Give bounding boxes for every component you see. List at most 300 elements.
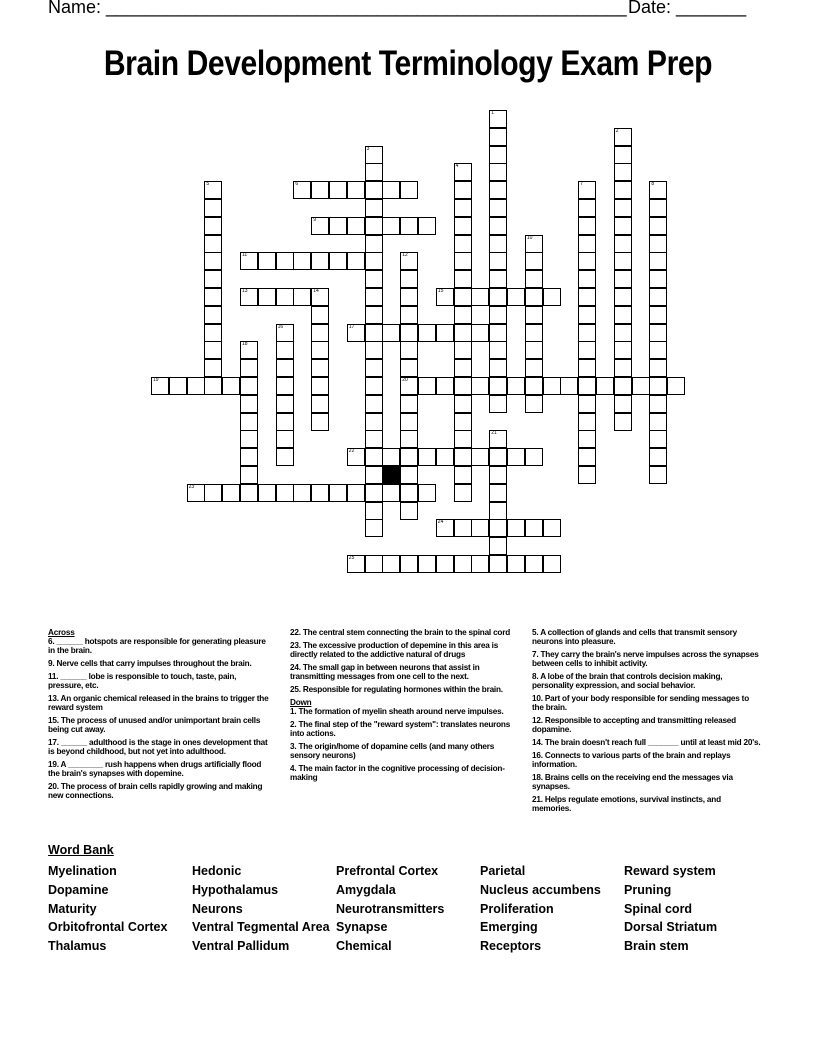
grid-cell[interactable]	[489, 377, 507, 395]
clue-item: 6. ______ hotspots are responsible for generating pleasure in the brain.	[48, 637, 266, 655]
grid-cell[interactable]	[614, 217, 632, 235]
grid-cell[interactable]	[151, 377, 169, 395]
grid-cell[interactable]	[276, 484, 294, 502]
grid-cell[interactable]	[454, 306, 472, 324]
grid-cell[interactable]	[436, 288, 454, 306]
grid-cell[interactable]	[578, 217, 596, 235]
grid-cell[interactable]	[365, 466, 383, 484]
grid-cell[interactable]	[614, 163, 632, 181]
grid-cell[interactable]	[204, 217, 222, 235]
word-bank-entry: Neurons	[192, 901, 243, 916]
grid-cell[interactable]	[311, 413, 329, 431]
grid-cell[interactable]	[347, 181, 365, 199]
grid-cell[interactable]	[649, 430, 667, 448]
grid-cell[interactable]	[347, 448, 365, 466]
clue-item: 21. Helps regulate emotions, survival instincts, and memories.	[532, 795, 721, 813]
grid-cell[interactable]	[365, 377, 383, 395]
grid-cell[interactable]	[454, 252, 472, 270]
grid-clue-number: 8	[651, 181, 655, 188]
grid-cell[interactable]	[400, 181, 418, 199]
grid-cell[interactable]	[525, 341, 543, 359]
grid-cell[interactable]	[649, 199, 667, 217]
grid-cell[interactable]	[311, 306, 329, 324]
grid-cell[interactable]	[578, 413, 596, 431]
grid-cell[interactable]	[454, 448, 472, 466]
grid-cell[interactable]	[649, 217, 667, 235]
grid-cell[interactable]	[276, 324, 294, 342]
grid-cell[interactable]	[329, 181, 347, 199]
grid-cell[interactable]	[578, 395, 596, 413]
grid-cell[interactable]	[454, 484, 472, 502]
grid-cell[interactable]	[614, 341, 632, 359]
grid-cell[interactable]	[329, 252, 347, 270]
grid-cell[interactable]	[454, 199, 472, 217]
grid-cell[interactable]	[649, 377, 667, 395]
grid-cell[interactable]	[471, 377, 489, 395]
grid-cell[interactable]	[436, 519, 454, 537]
grid-cell[interactable]	[400, 555, 418, 573]
grid-cell[interactable]	[614, 306, 632, 324]
clues-column-2	[290, 628, 518, 786]
clue-item: 14. The brain doesn't reach full _______ until at least mid 20's.	[532, 738, 761, 747]
grid-cell[interactable]	[525, 235, 543, 253]
clue-item: 11. ______ lobe is responsible to touch, taste, pain, pressure, etc.	[48, 672, 237, 690]
grid-cell[interactable]	[649, 466, 667, 484]
grid-cell[interactable]	[276, 359, 294, 377]
grid-cell[interactable]	[347, 324, 365, 342]
grid-cell[interactable]	[436, 555, 454, 573]
date-field-label: Date: _______	[628, 0, 747, 17]
grid-cell[interactable]	[365, 341, 383, 359]
grid-cell[interactable]	[489, 519, 507, 537]
clue-item: 16. Connects to various parts of the brain and replays information.	[532, 751, 731, 769]
grid-cell[interactable]	[240, 395, 258, 413]
grid-cell[interactable]	[649, 288, 667, 306]
grid-cell[interactable]	[400, 359, 418, 377]
grid-cell[interactable]	[454, 430, 472, 448]
grid-cell[interactable]	[489, 128, 507, 146]
grid-cell[interactable]	[311, 484, 329, 502]
grid-cell[interactable]	[614, 235, 632, 253]
grid-cell[interactable]	[400, 270, 418, 288]
grid-clue-number: 20	[402, 377, 408, 383]
grid-clue-number: 21	[491, 430, 497, 437]
grid-clue-number: 18	[242, 341, 248, 348]
word-bank-title: Word Bank	[48, 843, 114, 857]
grid-cell[interactable]	[543, 377, 561, 395]
grid-cell[interactable]	[311, 288, 329, 306]
grid-cell[interactable]	[489, 430, 507, 448]
grid-cell[interactable]	[525, 555, 543, 573]
grid-cell[interactable]	[293, 288, 311, 306]
grid-cell[interactable]	[454, 181, 472, 199]
grid-cell[interactable]	[525, 395, 543, 413]
grid-cell[interactable]	[489, 306, 507, 324]
grid-cell[interactable]	[347, 484, 365, 502]
grid-cell[interactable]	[667, 377, 685, 395]
grid-cell[interactable]	[204, 252, 222, 270]
grid-cell[interactable]	[365, 395, 383, 413]
grid-cell[interactable]	[365, 217, 383, 235]
grid-cell[interactable]	[471, 448, 489, 466]
grid-cell[interactable]	[525, 377, 543, 395]
grid-cell[interactable]	[276, 288, 294, 306]
grid-cell[interactable]	[649, 395, 667, 413]
clue-heading: Down	[290, 698, 312, 707]
word-bank-column-1	[48, 862, 167, 956]
grid-cell[interactable]	[489, 163, 507, 181]
grid-clue-number: 25	[348, 555, 355, 561]
grid-cell[interactable]	[400, 413, 418, 431]
grid-cell[interactable]	[614, 199, 632, 217]
grid-clue-number: 13	[242, 288, 248, 294]
word-bank-column-2	[192, 862, 330, 956]
grid-cell[interactable]	[276, 341, 294, 359]
grid-cell[interactable]	[311, 252, 329, 270]
grid-cell[interactable]	[365, 413, 383, 431]
grid-cell[interactable]	[471, 555, 489, 573]
grid-cell[interactable]	[489, 146, 507, 164]
clues-column-1	[48, 628, 270, 804]
grid-cell[interactable]	[525, 270, 543, 288]
grid-cell[interactable]	[204, 377, 222, 395]
grid-cell[interactable]	[578, 181, 596, 199]
grid-cell[interactable]	[649, 324, 667, 342]
grid-cell[interactable]	[400, 448, 418, 466]
grid-cell[interactable]	[311, 395, 329, 413]
grid-cell[interactable]	[489, 484, 507, 502]
grid-cell[interactable]	[578, 288, 596, 306]
grid-cell[interactable]	[578, 306, 596, 324]
grid-cell[interactable]	[578, 252, 596, 270]
grid-cell[interactable]	[507, 555, 525, 573]
grid-cell[interactable]	[365, 252, 383, 270]
grid-cell[interactable]	[204, 235, 222, 253]
grid-cell[interactable]	[489, 199, 507, 217]
clue-item: 13. An organic chemical released in the brains to trigger the reward system	[48, 694, 269, 712]
grid-cell[interactable]	[365, 270, 383, 288]
word-bank-entry: Prefrontal Cortex	[336, 864, 439, 878]
clue-item: 25. Responsible for regulating hormones within the brain.	[290, 685, 503, 694]
clue-item: 3. The origin/home of dopamine cells (and many others sensory neurons)	[290, 742, 495, 760]
grid-cell[interactable]	[365, 199, 383, 217]
grid-cell[interactable]	[240, 359, 258, 377]
grid-clue-number: 2	[615, 127, 619, 134]
clue-item: 5. A collection of glands and cells that transmit sensory neurons into pleasure.	[532, 628, 738, 646]
grid-cell[interactable]	[204, 484, 222, 502]
grid-cell[interactable]	[293, 252, 311, 270]
grid-cell[interactable]	[258, 288, 276, 306]
grid-cell[interactable]	[471, 288, 489, 306]
grid-cell[interactable]	[614, 359, 632, 377]
word-bank-entry: Spinal cord	[624, 901, 693, 916]
grid-cell[interactable]	[614, 413, 632, 431]
grid-cell[interactable]	[489, 288, 507, 306]
grid-cell[interactable]	[525, 448, 543, 466]
grid-cell[interactable]	[454, 270, 472, 288]
grid-cell[interactable]	[329, 217, 347, 235]
grid-cell[interactable]	[578, 341, 596, 359]
grid-cell[interactable]	[382, 181, 400, 199]
grid-cell[interactable]	[507, 288, 525, 306]
grid-cell[interactable]	[560, 377, 578, 395]
grid-cell[interactable]	[614, 324, 632, 342]
grid-cell[interactable]	[614, 252, 632, 270]
grid-cell[interactable]	[489, 359, 507, 377]
grid-cell[interactable]	[596, 377, 614, 395]
grid-clue-number: 5	[206, 181, 210, 188]
grid-cell[interactable]	[454, 217, 472, 235]
grid-cell[interactable]	[489, 537, 507, 555]
grid-cell[interactable]	[578, 448, 596, 466]
grid-cell[interactable]	[400, 324, 418, 342]
grid-cell[interactable]	[525, 519, 543, 537]
grid-cell[interactable]	[187, 377, 205, 395]
grid-cell[interactable]	[347, 555, 365, 573]
grid-cell[interactable]	[507, 519, 525, 537]
grid-cell[interactable]	[507, 377, 525, 395]
grid-cell[interactable]	[276, 448, 294, 466]
grid-cell[interactable]	[454, 555, 472, 573]
grid-cell[interactable]	[418, 217, 436, 235]
grid-cell[interactable]	[382, 217, 400, 235]
word-bank-entry: Hedonic	[192, 864, 242, 878]
grid-cell[interactable]	[543, 288, 561, 306]
grid-cell[interactable]	[276, 413, 294, 431]
word-bank-column-4	[480, 862, 601, 956]
grid-cell[interactable]	[311, 377, 329, 395]
grid-cell[interactable]	[525, 324, 543, 342]
grid-cell[interactable]	[400, 377, 418, 395]
grid-cell[interactable]	[578, 359, 596, 377]
grid-cell[interactable]	[365, 359, 383, 377]
grid-cell[interactable]	[489, 235, 507, 253]
grid-cell[interactable]	[276, 252, 294, 270]
grid-cell[interactable]	[649, 252, 667, 270]
grid-cell[interactable]	[329, 484, 347, 502]
grid-cell[interactable]	[471, 519, 489, 537]
grid-cell[interactable]	[240, 484, 258, 502]
grid-cell[interactable]	[489, 502, 507, 520]
grid-cell[interactable]	[578, 466, 596, 484]
grid-cell[interactable]	[365, 502, 383, 520]
grid-cell[interactable]	[454, 359, 472, 377]
grid-cell[interactable]	[240, 252, 258, 270]
grid-cell[interactable]	[400, 341, 418, 359]
grid-cell[interactable]	[489, 466, 507, 484]
grid-cell[interactable]	[489, 110, 507, 128]
grid-cell[interactable]	[187, 484, 205, 502]
grid-cell[interactable]	[543, 555, 561, 573]
grid-cell[interactable]	[365, 306, 383, 324]
grid-cell[interactable]	[400, 288, 418, 306]
grid-cell[interactable]	[240, 288, 258, 306]
grid-cell[interactable]	[400, 484, 418, 502]
grid-cell[interactable]	[649, 306, 667, 324]
grid-cell[interactable]	[489, 341, 507, 359]
grid-cell[interactable]	[614, 146, 632, 164]
grid-cell[interactable]	[240, 430, 258, 448]
grid-cell[interactable]	[578, 235, 596, 253]
grid-cell[interactable]	[365, 163, 383, 181]
grid-cell[interactable]	[311, 359, 329, 377]
grid-cell[interactable]	[649, 270, 667, 288]
word-bank-entry: Reward system	[624, 864, 716, 878]
grid-cell[interactable]	[649, 341, 667, 359]
grid-cell[interactable]	[347, 252, 365, 270]
grid-cell[interactable]	[311, 324, 329, 342]
grid-cell[interactable]	[400, 306, 418, 324]
grid-cell[interactable]	[418, 448, 436, 466]
grid-cell[interactable]	[454, 466, 472, 484]
grid-cell[interactable]	[222, 377, 240, 395]
grid-cell[interactable]	[400, 502, 418, 520]
grid-cell[interactable]	[365, 484, 383, 502]
grid-cell[interactable]	[418, 555, 436, 573]
grid-cell[interactable]	[258, 252, 276, 270]
grid-cell[interactable]	[632, 377, 650, 395]
grid-clue-number: 7	[580, 181, 583, 188]
grid-cell[interactable]	[525, 306, 543, 324]
grid-cell[interactable]	[400, 430, 418, 448]
grid-cell[interactable]	[578, 270, 596, 288]
grid-cell[interactable]	[400, 466, 418, 484]
grid-cell[interactable]	[222, 484, 240, 502]
grid-cell[interactable]	[169, 377, 187, 395]
grid-cell[interactable]	[454, 324, 472, 342]
grid-cell[interactable]	[382, 484, 400, 502]
grid-cell[interactable]	[436, 324, 454, 342]
grid-cell[interactable]	[436, 377, 454, 395]
grid-cell[interactable]	[578, 199, 596, 217]
clue-item: 18. Brains cells on the receiving end the messages via synapses.	[532, 773, 733, 791]
grid-cell[interactable]	[382, 324, 400, 342]
grid-cell[interactable]	[454, 288, 472, 306]
grid-cell[interactable]	[471, 324, 489, 342]
grid-cell[interactable]	[525, 288, 543, 306]
grid-cell[interactable]	[382, 448, 400, 466]
grid-cell[interactable]	[240, 466, 258, 484]
grid-clue-number: 16	[277, 323, 284, 330]
grid-cell[interactable]	[454, 163, 472, 181]
grid-cell[interactable]	[240, 341, 258, 359]
grid-cell[interactable]	[204, 359, 222, 377]
grid-cell[interactable]	[400, 217, 418, 235]
grid-cell[interactable]	[365, 288, 383, 306]
grid-cell[interactable]	[418, 377, 436, 395]
grid-cell[interactable]	[418, 324, 436, 342]
grid-cell[interactable]	[258, 484, 276, 502]
grid-cell[interactable]	[240, 448, 258, 466]
grid-cell[interactable]	[454, 519, 472, 537]
grid-cell[interactable]	[614, 288, 632, 306]
grid-cell[interactable]	[418, 484, 436, 502]
clue-item: 4. The main factor in the cognitive processing of decision-making	[290, 764, 505, 782]
grid-cell[interactable]	[489, 324, 507, 342]
grid-cell[interactable]	[543, 519, 561, 537]
grid-cell[interactable]	[204, 181, 222, 199]
grid-cell[interactable]	[400, 395, 418, 413]
grid-cell[interactable]	[311, 341, 329, 359]
grid-cell[interactable]	[454, 235, 472, 253]
grid-cell[interactable]	[489, 448, 507, 466]
grid-cell[interactable]	[365, 181, 383, 199]
grid-cell[interactable]	[489, 252, 507, 270]
grid-cell[interactable]	[365, 448, 383, 466]
grid-cell[interactable]	[311, 217, 329, 235]
grid-cell[interactable]	[347, 217, 365, 235]
grid-cell[interactable]	[489, 217, 507, 235]
grid-cell[interactable]	[649, 448, 667, 466]
grid-cell[interactable]	[578, 430, 596, 448]
grid-cell[interactable]	[578, 324, 596, 342]
grid-cell[interactable]	[649, 235, 667, 253]
word-bank-entry: Ventral Tegmental Area	[192, 920, 330, 935]
grid-cell[interactable]	[649, 181, 667, 199]
grid-cell[interactable]	[614, 270, 632, 288]
grid-cell[interactable]	[454, 341, 472, 359]
grid-cell[interactable]	[204, 341, 222, 359]
grid-cell[interactable]	[525, 252, 543, 270]
grid-cell[interactable]	[276, 430, 294, 448]
grid-cell[interactable]	[400, 252, 418, 270]
grid-cell[interactable]	[365, 519, 383, 537]
grid-cell[interactable]	[365, 235, 383, 253]
grid-cell[interactable]	[204, 270, 222, 288]
grid-cell[interactable]	[614, 377, 632, 395]
grid-cell[interactable]	[649, 413, 667, 431]
grid-clue-number: 9	[313, 216, 316, 223]
grid-cell[interactable]	[365, 555, 383, 573]
clue-item: 2. The final step of the "reward system": translates neurons into actions.	[290, 720, 511, 738]
grid-cell[interactable]	[525, 359, 543, 377]
grid-cell[interactable]	[454, 413, 472, 431]
grid-cell[interactable]	[365, 324, 383, 342]
grid-cell[interactable]	[204, 288, 222, 306]
grid-cell[interactable]	[507, 448, 525, 466]
word-bank-entry: Synapse	[336, 920, 388, 935]
grid-cell[interactable]	[489, 181, 507, 199]
grid-cell[interactable]	[578, 377, 596, 395]
grid-cell[interactable]	[311, 181, 329, 199]
grid-cell[interactable]	[293, 484, 311, 502]
grid-cell[interactable]	[365, 430, 383, 448]
word-bank-column-5	[624, 862, 717, 956]
grid-cell[interactable]	[614, 181, 632, 199]
word-bank-entry: Hypothalamus	[192, 882, 279, 897]
grid-cell[interactable]	[382, 555, 400, 573]
grid-clue-number: 10	[526, 234, 533, 241]
grid-cell[interactable]	[204, 324, 222, 342]
grid-cell[interactable]	[436, 448, 454, 466]
grid-cell[interactable]	[614, 395, 632, 413]
grid-cell[interactable]	[204, 199, 222, 217]
grid-cell[interactable]	[240, 413, 258, 431]
grid-cell[interactable]	[489, 555, 507, 573]
grid-cell[interactable]	[365, 146, 383, 164]
grid-cell[interactable]	[489, 395, 507, 413]
grid-cell[interactable]	[276, 395, 294, 413]
grid-cell[interactable]	[454, 395, 472, 413]
grid-cell[interactable]	[649, 359, 667, 377]
grid-cell[interactable]	[293, 181, 311, 199]
grid-cell[interactable]	[240, 377, 258, 395]
grid-cell[interactable]	[276, 377, 294, 395]
grid-cell[interactable]	[614, 128, 632, 146]
grid-cell[interactable]	[204, 306, 222, 324]
grid-cell[interactable]	[489, 270, 507, 288]
grid-cell[interactable]	[454, 377, 472, 395]
